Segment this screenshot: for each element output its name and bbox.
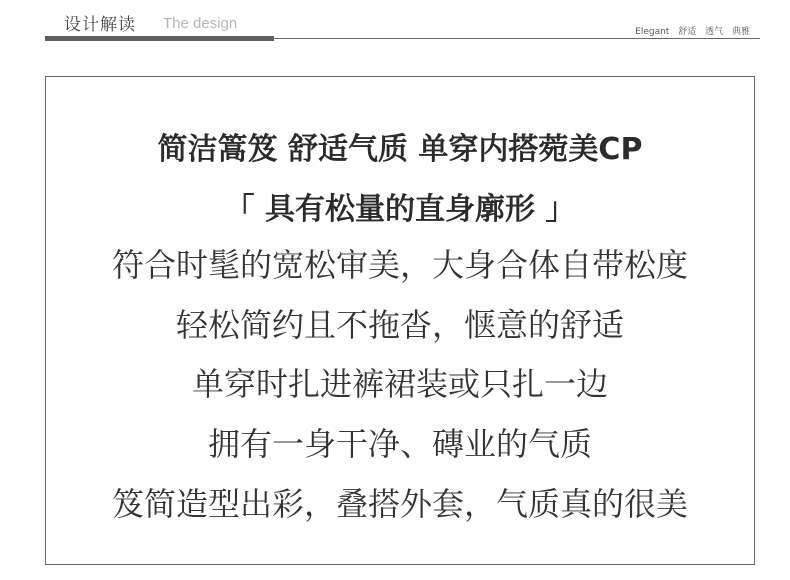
- header-accent-bar: [45, 36, 274, 41]
- header-tag-classic: 典雅: [731, 27, 750, 37]
- section-title: 设计解读: [64, 15, 136, 35]
- description-line: 轻松简约且不拖沓，惬意的舒适: [175, 306, 624, 344]
- section-subtitle: The design: [163, 15, 238, 32]
- description-line: 符合时髦的宽松审美，大身合体自带松度: [111, 246, 688, 284]
- description-line: 拥有一身干净、磚业的气质: [207, 425, 592, 463]
- design-description-box: [45, 76, 755, 565]
- header-tag-comfort: 舒适: [678, 27, 697, 37]
- header-tags: [629, 24, 750, 37]
- headline-secondary: 「 具有松量的直身廓形 」: [224, 192, 576, 227]
- description-line: 单穿时扎进裤裙装或只扎一边: [191, 365, 608, 403]
- header-tag-breathable: 透气: [705, 27, 724, 37]
- description-line: 笈简造型出彩，叠搭外套，气质真的很美: [111, 485, 688, 523]
- section-header: [0, 0, 790, 45]
- headline-primary: 简洁篙笈 舒适气质 单穿内搭菀美CP: [157, 132, 643, 167]
- header-tag-elegant: Elegant: [635, 27, 670, 37]
